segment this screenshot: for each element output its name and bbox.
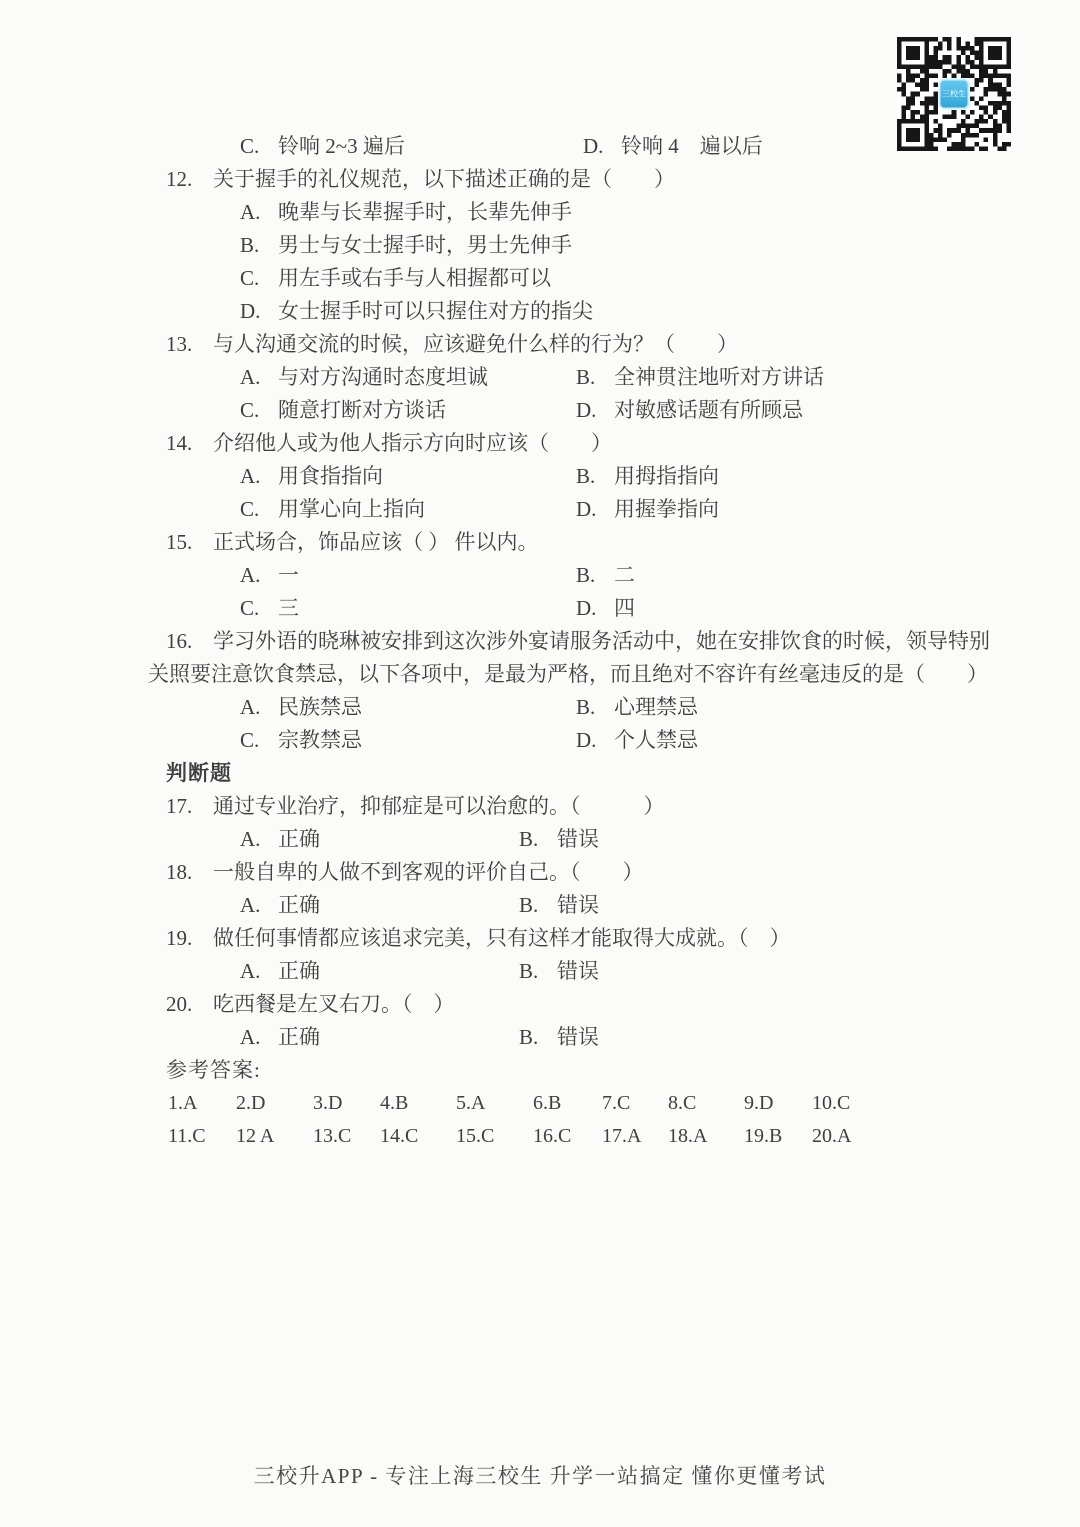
option	[240, 394, 446, 427]
answer-item: 11.C	[168, 1125, 206, 1147]
answer-item: 1.A	[168, 1092, 198, 1114]
option-label: A.	[240, 200, 261, 224]
option-text: 全神贯注地听对方讲话	[614, 365, 824, 389]
question-number: 15.	[166, 530, 193, 554]
question-text: 与人沟通交流的时候，应该避免什么样的行为？（ ）	[213, 332, 738, 356]
option-label: D.	[576, 398, 597, 422]
option	[576, 559, 635, 592]
option-text: 用食指指向	[278, 464, 383, 488]
section-heading-judge: 判断题	[166, 761, 232, 785]
option-text: 用握拳指向	[614, 497, 719, 521]
question-19-options	[166, 955, 1046, 988]
option-label: B.	[576, 695, 596, 719]
option-label: B.	[519, 827, 539, 851]
option-label: C.	[240, 728, 260, 752]
option-text: 正确	[278, 1025, 320, 1049]
question-20-options	[166, 1021, 1046, 1054]
question-13-options-cd	[166, 394, 1046, 427]
option	[240, 493, 425, 526]
option-label: A.	[240, 893, 261, 917]
option-text: 个人禁忌	[614, 728, 698, 752]
answer-item: 3.D	[313, 1092, 343, 1114]
answer-item: 18.A	[668, 1125, 708, 1147]
option-text: 三	[278, 596, 299, 620]
option	[240, 955, 320, 988]
question-17-options	[166, 823, 1046, 856]
answer-item: 7.C	[602, 1092, 631, 1114]
answer-item: 12 A	[236, 1125, 275, 1147]
option	[240, 823, 320, 856]
option-label: A.	[240, 959, 261, 983]
question-12-option-a	[166, 196, 1046, 229]
option-label: B.	[576, 563, 596, 587]
option-label: D.	[576, 596, 597, 620]
question-number: 16.	[166, 629, 193, 653]
option	[240, 1021, 320, 1054]
option-label: D.	[576, 728, 597, 752]
option-label: A.	[240, 464, 261, 488]
answer-item: 16.C	[533, 1125, 572, 1147]
option-text: 用掌心向上指向	[278, 497, 425, 521]
option-label: A.	[240, 827, 261, 851]
question-15	[166, 526, 1046, 559]
option-label: C.	[240, 134, 260, 158]
question-18	[166, 856, 1046, 889]
option-text: 民族禁忌	[278, 695, 362, 719]
answer-item: 17.A	[602, 1125, 642, 1147]
question-18-options	[166, 889, 1046, 922]
option	[240, 724, 362, 757]
option-text: 用左手或右手与人相握都可以	[278, 266, 551, 290]
question-17	[166, 790, 1046, 823]
question-text: 关照要注意饮食禁忌，以下各项中，是最为严格，而且绝对不容许有丝毫违反的是（ ）	[148, 662, 988, 686]
question-12	[166, 163, 1046, 196]
option-label: C.	[240, 398, 260, 422]
option-text: 宗教禁忌	[278, 728, 362, 752]
question-16-options-ab	[166, 691, 1046, 724]
answer-item: 9.D	[744, 1092, 774, 1114]
question-text: 关于握手的礼仪规范，以下描述正确的是（ ）	[213, 167, 675, 191]
option-label: B.	[576, 365, 596, 389]
option	[240, 691, 362, 724]
option-11-c	[240, 130, 405, 163]
option	[519, 823, 599, 856]
option-text: 与对方沟通时态度坦诚	[278, 365, 488, 389]
option	[576, 394, 803, 427]
option	[519, 889, 599, 922]
option	[519, 955, 599, 988]
footer-branding: 三校升APP - 专注上海三校生 升学一站搞定 懂你更懂考试	[253, 1464, 827, 1488]
answer-item: 8.C	[668, 1092, 697, 1114]
option-text: 铃响 4 遍以后	[621, 134, 763, 158]
option-text: 正确	[278, 827, 320, 851]
question-13-options-ab	[166, 361, 1046, 394]
question-16	[166, 625, 1046, 658]
option	[576, 592, 635, 625]
option-label: A.	[240, 695, 261, 719]
question-12-option-d	[166, 295, 1046, 328]
question-number: 18.	[166, 860, 193, 884]
option-text: 错误	[557, 1025, 599, 1049]
option-label: B.	[576, 464, 596, 488]
option-label: C.	[240, 497, 260, 521]
option	[240, 262, 551, 295]
option-text: 四	[614, 596, 635, 620]
option	[576, 724, 698, 757]
option	[576, 493, 719, 526]
option	[240, 361, 488, 394]
question-15-options-ab	[166, 559, 1046, 592]
question-15-options-cd	[166, 592, 1046, 625]
question-number: 13.	[166, 332, 193, 356]
option-text: 一	[278, 563, 299, 587]
answer-key-heading: 参考答案:	[166, 1058, 261, 1082]
answer-item: 5.A	[456, 1092, 486, 1114]
question-19	[166, 922, 1046, 955]
answer-item: 20.A	[812, 1125, 852, 1147]
option-label: C.	[240, 266, 260, 290]
option	[240, 460, 383, 493]
question-16-continuation	[148, 658, 1046, 691]
option-label: D.	[583, 134, 604, 158]
question-14	[166, 427, 1046, 460]
option-text: 正确	[278, 959, 320, 983]
option	[240, 196, 572, 229]
option-label: B.	[240, 233, 260, 257]
option	[576, 691, 698, 724]
option-label: A.	[240, 1025, 261, 1049]
option	[240, 559, 299, 592]
option	[576, 460, 719, 493]
option-text: 随意打断对方谈话	[278, 398, 446, 422]
qr-logo-text: 三校生	[942, 89, 966, 98]
option-label: C.	[240, 596, 260, 620]
question-number: 19.	[166, 926, 193, 950]
option-text: 女士握手时可以只握住对方的指尖	[278, 299, 593, 323]
option	[576, 361, 824, 394]
option-label: A.	[240, 563, 261, 587]
option-text: 错误	[557, 893, 599, 917]
question-14-options-ab	[166, 460, 1046, 493]
option-label: B.	[519, 1025, 539, 1049]
answer-item: 2.D	[236, 1092, 266, 1114]
option-11-d	[583, 130, 763, 163]
exam-content	[148, 130, 1046, 1153]
option-label: D.	[240, 299, 261, 323]
option-label: A.	[240, 365, 261, 389]
answer-item: 4.B	[380, 1092, 409, 1114]
question-text: 介绍他人或为他人指示方向时应该（ ）	[213, 431, 612, 455]
question-number: 12.	[166, 167, 193, 191]
question-16-options-cd	[166, 724, 1046, 757]
option-text: 错误	[557, 959, 599, 983]
option-text: 心理禁忌	[614, 695, 698, 719]
option	[240, 229, 572, 262]
answer-key-row-1	[166, 1087, 1046, 1120]
option	[519, 1021, 599, 1054]
answer-item: 6.B	[533, 1092, 562, 1114]
qr-logo	[939, 79, 970, 110]
option-text: 对敏感话题有所顾忌	[614, 398, 803, 422]
option-text: 二	[614, 563, 635, 587]
option-text: 用拇指指向	[614, 464, 719, 488]
answer-item: 14.C	[380, 1125, 419, 1147]
question-text: 吃西餐是左叉右刀。（ ）	[213, 992, 455, 1016]
option-text: 正确	[278, 893, 320, 917]
option-text: 错误	[557, 827, 599, 851]
option-label: B.	[519, 893, 539, 917]
answer-item: 15.C	[456, 1125, 495, 1147]
question-number: 20.	[166, 992, 193, 1016]
answer-item: 10.C	[812, 1092, 851, 1114]
option-text: 晚辈与长辈握手时，长辈先伸手	[278, 200, 572, 224]
option	[240, 592, 299, 625]
option-text: 男士与女士握手时，男士先伸手	[278, 233, 572, 257]
answer-key-row-2	[166, 1120, 1046, 1153]
option	[240, 295, 593, 328]
question-text: 做任何事情都应该追求完美，只有这样才能取得大成就。（ ）	[213, 926, 791, 950]
question-text: 学习外语的晓琳被安排到这次涉外宴请服务活动中，她在安排饮食的时候，领导特别	[213, 629, 990, 653]
question-13	[166, 328, 1046, 361]
option-label: D.	[576, 497, 597, 521]
answer-item: 13.C	[313, 1125, 352, 1147]
question-number: 17.	[166, 794, 193, 818]
question-12-option-c	[166, 262, 1046, 295]
question-text: 通过专业治疗，抑郁症是可以治愈的。（ ）	[213, 794, 665, 818]
question-20	[166, 988, 1046, 1021]
question-14-options-cd	[166, 493, 1046, 526]
question-number: 14.	[166, 431, 193, 455]
question-12-option-b	[166, 229, 1046, 262]
option-text: 铃响 2~3 遍后	[278, 134, 405, 158]
option-label: B.	[519, 959, 539, 983]
option	[240, 889, 320, 922]
question-text: 一般自卑的人做不到客观的评价自己。（ ）	[213, 860, 644, 884]
answer-item: 19.B	[744, 1125, 783, 1147]
question-text: 正式场合，饰品应该（ ） 件以内。	[213, 530, 539, 554]
question-11-options-row	[166, 130, 1046, 163]
